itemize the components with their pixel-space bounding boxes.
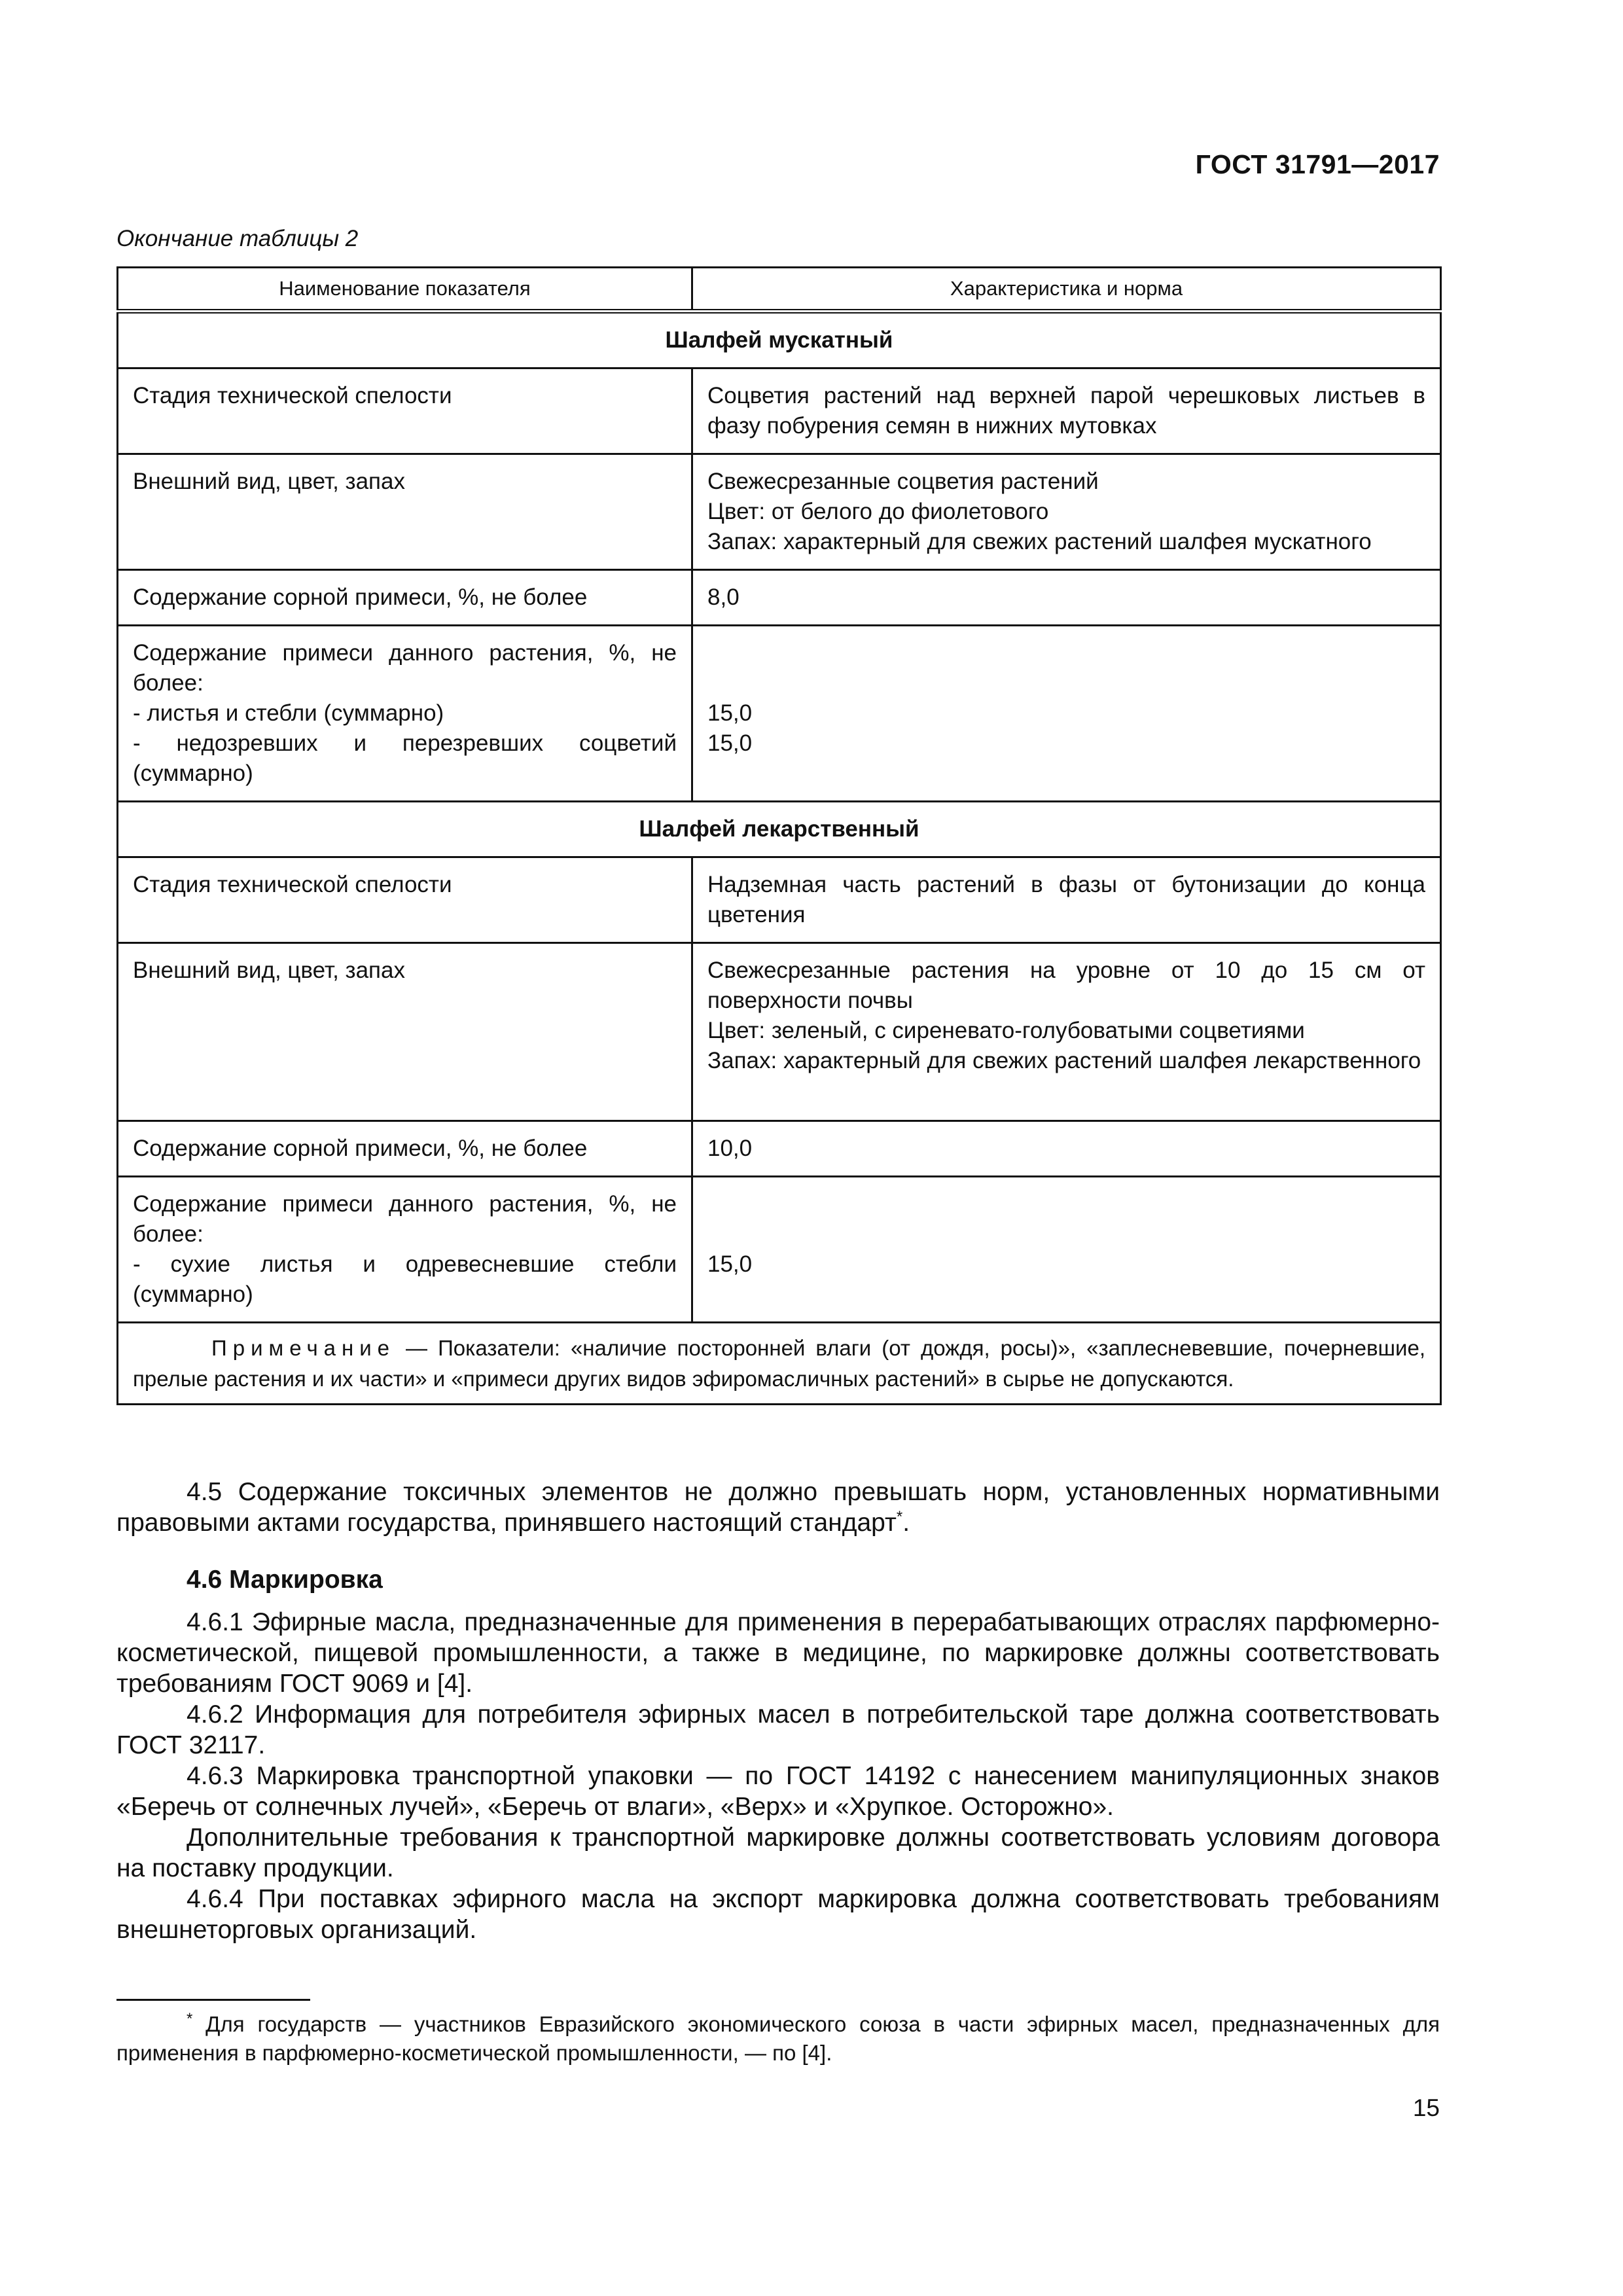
row-name: Содержание примеси данного растения, %, не более: - сухие листья и одревесневшие стебли (суммарно) xyxy=(133,1191,677,1307)
section-row xyxy=(118,312,1441,368)
table-row xyxy=(118,626,1441,802)
row-name: Содержание сорной примеси, %, не более xyxy=(133,1136,588,1161)
row-name: Стадия технической спелости xyxy=(133,872,452,897)
row-name: Внешний вид, цвет, запах xyxy=(133,469,405,494)
footnote xyxy=(116,2010,1440,2068)
row-value: Соцветия растений над верхней парой черешковых листьев в фазу побурения семян в нижних мутовках xyxy=(707,383,1425,439)
section-row xyxy=(118,802,1441,857)
table-header-row xyxy=(118,268,1441,312)
section-4-5: 4.5 Содержание токсичных элементов не должно превышать норм, установленных нормативными правовыми актами государства, принявшего настоящий стандарт*. xyxy=(116,1478,1440,1537)
row-value: 8,0 xyxy=(707,584,740,610)
col-header-value: Характеристика и норма xyxy=(692,268,1441,312)
note-row xyxy=(118,1323,1441,1405)
note-label: Примечание xyxy=(211,1336,396,1360)
table-row xyxy=(118,1121,1441,1177)
paragraph: 4.6.3 Маркировка транспортной упаковки — по ГОСТ 14192 с нанесением манипуляционных знаков «Беречь от солнечных лучей», «Беречь от влаги», «Верх» и «Хрупкое. Осторожно». xyxy=(116,1762,1440,1821)
section-title: Шалфей лекарственный xyxy=(118,802,1441,857)
row-value: 15,0 xyxy=(707,1251,753,1277)
row-value: 15,0 15,0 xyxy=(707,700,753,756)
table-caption: Окончание таблицы 2 xyxy=(116,226,359,251)
table-row xyxy=(118,943,1441,1121)
table-row xyxy=(118,857,1441,943)
table-row xyxy=(118,368,1441,454)
table-row xyxy=(118,1177,1441,1323)
section-4-6 xyxy=(116,1564,1440,1945)
row-value: Свежесрезанные растения на уровне от 10 до 15 см от поверхности почвы Цвет: зеленый, с сиреневато-голубоватыми соцветиями Запах: характерный для свежих растений шалфея лекарственного xyxy=(707,958,1425,1073)
paragraph: 4.6.2 Информация для потребителя эфирных масел в потребительской таре должна соответствовать ГОСТ 32117. xyxy=(116,1700,1440,1759)
row-value: 10,0 xyxy=(707,1136,753,1161)
footnote-text: Для государств — участников Евразийского экономического союза в части эфирных масел, предназначенных для применения в парфюмерно-косметической промышленности, — по [4]. xyxy=(116,2012,1440,2065)
row-name: Содержание сорной примеси, %, не более xyxy=(133,584,588,610)
note-text: — Показатели: «наличие посторонней влаги (от дождя, росы)», «заплесневевшие, почерневшие, прелые растения и их части» и «примеси других видов эфиромасличных растений» в сырье не допускаются. xyxy=(133,1336,1425,1391)
row-name: Стадия технической спелости xyxy=(133,383,452,408)
paragraph: 4.6.4 При поставках эфирного масла на экспорт маркировка должна соответствовать требованиям внешнеторговых организаций. xyxy=(116,1885,1440,1944)
footnote-mark: * xyxy=(187,2010,193,2028)
footnote-mark: * xyxy=(896,1508,903,1526)
row-name: Содержание примеси данного растения, %, не более: - листья и стебли (суммарно) - недозревших и перезревших соцветий (суммарно) xyxy=(133,640,677,786)
section-heading: 4.6 Маркировка xyxy=(187,1566,383,1594)
row-name: Внешний вид, цвет, запах xyxy=(133,958,405,983)
col-header-name: Наименование показателя xyxy=(118,268,692,312)
row-value: Свежесрезанные соцветия растений Цвет: от белого до фиолетового Запах: характерный для свежих растений шалфея мускатного xyxy=(707,469,1372,554)
standard-id-header: ГОСТ 31791—2017 xyxy=(1195,149,1440,179)
indicators-table xyxy=(116,266,1442,1405)
paragraph: Дополнительные требования к транспортной маркировке должны соответствовать условиям договора на поставку продукции. xyxy=(116,1823,1440,1882)
table-row xyxy=(118,454,1441,570)
footnote-divider xyxy=(116,1999,310,2001)
row-value: Надземная часть растений в фазы от бутонизации до конца цветения xyxy=(707,872,1425,927)
paragraph: 4.6.1 Эфирные масла, предназначенные для применения в перерабатывающих отраслях парфюмерно-косметической, пищевой промышленности, а также в медицине, по маркировке должны соответствовать требованиям ГОСТ 9069 и [4]. xyxy=(116,1608,1440,1698)
page-number: 15 xyxy=(1412,2094,1440,2121)
table-note xyxy=(118,1323,1440,1403)
section-title: Шалфей мускатный xyxy=(118,312,1441,368)
table-row xyxy=(118,570,1441,626)
